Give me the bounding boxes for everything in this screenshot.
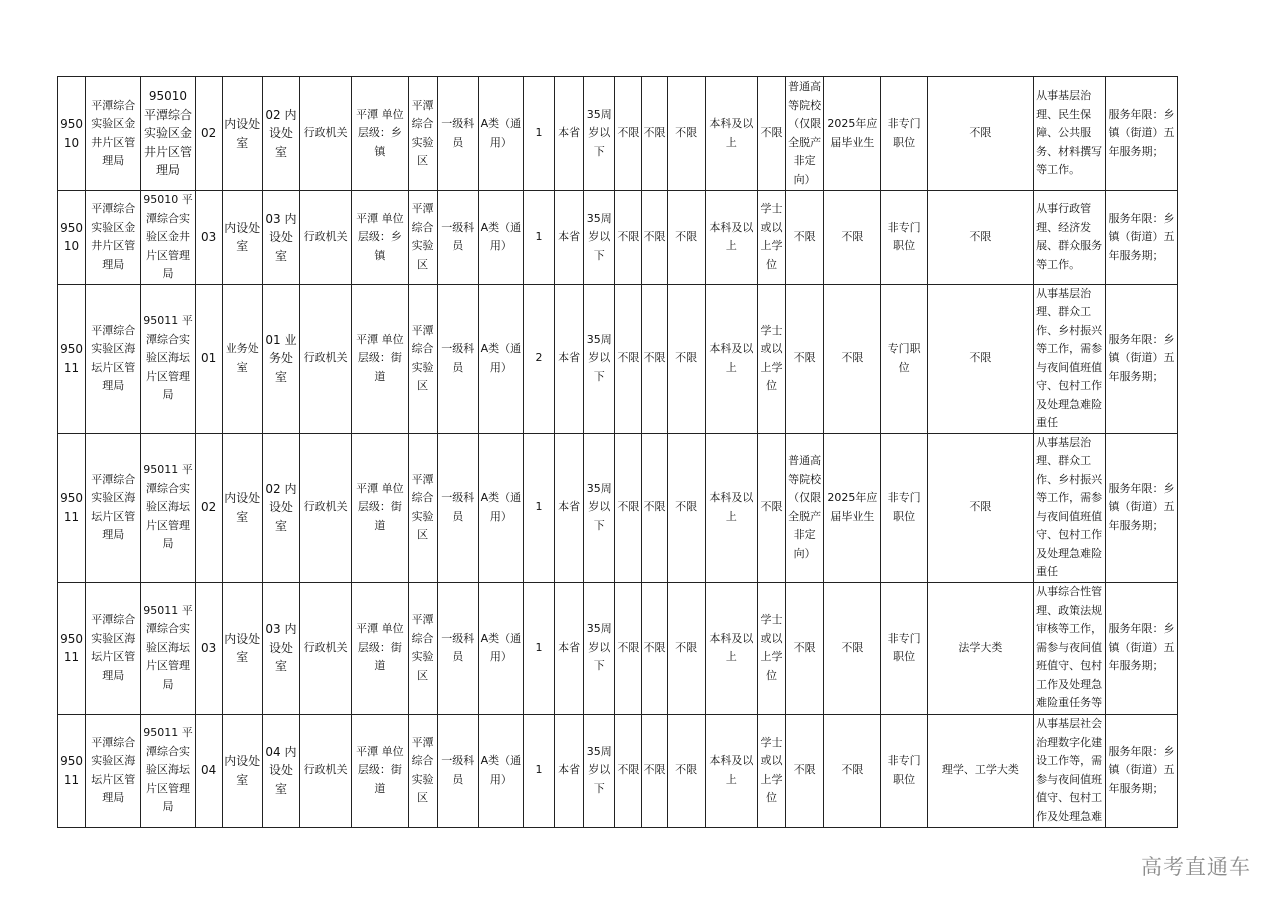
school-type-cell: 不限 — [786, 582, 824, 714]
table-row — [58, 433, 1178, 582]
political-status-cell: 不限 — [667, 582, 705, 714]
degree-cell: 不限 — [757, 433, 785, 582]
major-cell: 不限 — [927, 77, 1033, 191]
household-cell: 本省 — [555, 433, 584, 582]
table-row — [58, 582, 1178, 714]
watermark-text: 高考直通车 — [1141, 855, 1251, 879]
unit-code-cell: 95011 — [58, 582, 86, 714]
major-cell: 不限 — [927, 191, 1033, 285]
table-row — [58, 191, 1178, 285]
exam-category-cell: A类（通用） — [478, 191, 523, 285]
office-cell: 业务处室 — [222, 284, 262, 433]
unit-type-cell: 行政机关 — [300, 433, 352, 582]
degree-cell: 学士或以上学位 — [757, 284, 785, 433]
school-type-cell: 不限 — [786, 284, 824, 433]
household-cell: 本省 — [555, 191, 584, 285]
age-cell: 35周岁以下 — [584, 433, 615, 582]
major-cell: 不限 — [927, 433, 1033, 582]
education-cell: 本科及以上 — [705, 77, 757, 191]
graduate-cell: 2025年应届毕业生 — [824, 77, 881, 191]
education-cell: 本科及以上 — [705, 284, 757, 433]
political-status-cell: 不限 — [667, 433, 705, 582]
major-cell: 理学、工学大类 — [927, 714, 1033, 827]
region-cell: 平潭综合实验区 — [408, 284, 437, 433]
school-type-cell: 不限 — [786, 714, 824, 827]
age-cell: 35周岁以下 — [584, 191, 615, 285]
region-cell: 平潭综合实验区 — [408, 191, 437, 285]
position-code-cell: 02 — [195, 433, 222, 582]
recruit-count-cell: 1 — [523, 433, 554, 582]
education-cell: 本科及以上 — [705, 433, 757, 582]
unit-name-cell: 平潭综合实验区海坛片区管理局 — [86, 433, 141, 582]
unit-name-cell: 平潭综合实验区海坛片区管理局 — [86, 284, 141, 433]
duty-cell: 从事综合性管理、政策法规审核等工作，需参与夜间值班值守、包村工作及处理急难险重任务等 — [1034, 582, 1106, 714]
major-cell: 法学大类 — [927, 582, 1033, 714]
school-type-cell: 普通高等院校（仅限全脱产非定向） — [786, 77, 824, 191]
household-cell: 本省 — [555, 582, 584, 714]
major-cell: 不限 — [927, 284, 1033, 433]
exam-category-cell: A类（通用） — [478, 582, 523, 714]
rank-cell: 一级科员 — [437, 77, 478, 191]
unit-name-cell: 平潭综合实验区金井片区管理局 — [86, 191, 141, 285]
post-type-cell: 非专门职位 — [881, 714, 927, 827]
unit-type-cell: 行政机关 — [300, 284, 352, 433]
household-cell: 本省 — [555, 284, 584, 433]
gender-cell: 不限 — [615, 714, 642, 827]
department-cell: 95011 平潭综合实验区海坛片区管理局 — [141, 284, 195, 433]
rank-cell: 一级科员 — [437, 191, 478, 285]
gender-cell: 不限 — [615, 77, 642, 191]
post-type-cell: 专门职位 — [881, 284, 927, 433]
recruit-count-cell: 1 — [523, 714, 554, 827]
political-status-cell: 不限 — [667, 77, 705, 191]
unit-type-cell: 行政机关 — [300, 191, 352, 285]
position-name-cell: 01 业务处室 — [262, 284, 299, 433]
exam-category-cell: A类（通用） — [478, 284, 523, 433]
recruit-count-cell: 2 — [523, 284, 554, 433]
department-cell: 95010 平潭综合实验区金井片区管理局 — [141, 191, 195, 285]
unit-level-cell: 平潭 单位层级：街道 — [352, 714, 408, 827]
position-code-cell: 04 — [195, 714, 222, 827]
department-cell: 95011 平潭综合实验区海坛片区管理局 — [141, 582, 195, 714]
unit-type-cell: 行政机关 — [300, 582, 352, 714]
age-cell: 35周岁以下 — [584, 582, 615, 714]
region-cell: 平潭综合实验区 — [408, 77, 437, 191]
position-code-cell: 03 — [195, 191, 222, 285]
political-status-cell: 不限 — [667, 191, 705, 285]
unit-name-cell: 平潭综合实验区海坛片区管理局 — [86, 714, 141, 827]
office-cell: 内设处室 — [222, 582, 262, 714]
degree-cell: 学士或以上学位 — [757, 191, 785, 285]
position-name-cell: 03 内设处室 — [262, 191, 299, 285]
department-cell: 95010 平潭综合实验区金井片区管理局 — [141, 77, 195, 191]
school-type-cell: 普通高等院校（仅限全脱产非定向） — [786, 433, 824, 582]
service-cell: 服务年限：乡镇（街道）五年服务期； — [1106, 714, 1178, 827]
ethnicity-cell: 不限 — [642, 582, 667, 714]
recruit-count-cell: 1 — [523, 582, 554, 714]
degree-cell: 不限 — [757, 77, 785, 191]
job-positions-table — [57, 76, 1178, 828]
gender-cell: 不限 — [615, 433, 642, 582]
ethnicity-cell: 不限 — [642, 433, 667, 582]
unit-code-cell: 95011 — [58, 284, 86, 433]
position-name-cell: 04 内设处室 — [262, 714, 299, 827]
graduate-cell: 不限 — [824, 582, 881, 714]
graduate-cell: 不限 — [824, 284, 881, 433]
household-cell: 本省 — [555, 714, 584, 827]
degree-cell: 学士或以上学位 — [757, 582, 785, 714]
service-cell: 服务年限：乡镇（街道）五年服务期； — [1106, 77, 1178, 191]
gender-cell: 不限 — [615, 582, 642, 714]
exam-category-cell: A类（通用） — [478, 433, 523, 582]
graduate-cell: 2025年应届毕业生 — [824, 433, 881, 582]
ethnicity-cell: 不限 — [642, 77, 667, 191]
department-cell: 95011 平潭综合实验区海坛片区管理局 — [141, 433, 195, 582]
table-row — [58, 714, 1178, 827]
office-cell: 内设处室 — [222, 433, 262, 582]
unit-name-cell: 平潭综合实验区海坛片区管理局 — [86, 582, 141, 714]
school-type-cell: 不限 — [786, 191, 824, 285]
education-cell: 本科及以上 — [705, 582, 757, 714]
position-name-cell: 03 内设处室 — [262, 582, 299, 714]
political-status-cell: 不限 — [667, 284, 705, 433]
degree-cell: 学士或以上学位 — [757, 714, 785, 827]
age-cell: 35周岁以下 — [584, 284, 615, 433]
rank-cell: 一级科员 — [437, 433, 478, 582]
post-type-cell: 非专门职位 — [881, 433, 927, 582]
position-code-cell: 01 — [195, 284, 222, 433]
duty-cell: 从事基层社会治理数字化建设工作等，需参与夜间值班值守、包村工作及处理急难 — [1034, 714, 1106, 827]
rank-cell: 一级科员 — [437, 582, 478, 714]
unit-code-cell: 95011 — [58, 714, 86, 827]
ethnicity-cell: 不限 — [642, 284, 667, 433]
position-name-cell: 02 内设处室 — [262, 77, 299, 191]
duty-cell: 从事行政管理、经济发展、群众服务等工作。 — [1034, 191, 1106, 285]
region-cell: 平潭综合实验区 — [408, 582, 437, 714]
graduate-cell: 不限 — [824, 714, 881, 827]
age-cell: 35周岁以下 — [584, 714, 615, 827]
duty-cell: 从事基层治理、群众工作、乡村振兴等工作，需参与夜间值班值守、包村工作及处理急难险重任 — [1034, 284, 1106, 433]
office-cell: 内设处室 — [222, 191, 262, 285]
service-cell: 服务年限：乡镇（街道）五年服务期； — [1106, 582, 1178, 714]
exam-category-cell: A类（通用） — [478, 714, 523, 827]
position-code-cell: 03 — [195, 582, 222, 714]
unit-level-cell: 平潭 单位层级：乡镇 — [352, 191, 408, 285]
region-cell: 平潭综合实验区 — [408, 433, 437, 582]
gender-cell: 不限 — [615, 191, 642, 285]
unit-code-cell: 95010 — [58, 191, 86, 285]
post-type-cell: 非专门职位 — [881, 77, 927, 191]
age-cell: 35周岁以下 — [584, 77, 615, 191]
recruit-count-cell: 1 — [523, 191, 554, 285]
household-cell: 本省 — [555, 77, 584, 191]
office-cell: 内设处室 — [222, 77, 262, 191]
rank-cell: 一级科员 — [437, 284, 478, 433]
region-cell: 平潭综合实验区 — [408, 714, 437, 827]
recruit-count-cell: 1 — [523, 77, 554, 191]
ethnicity-cell: 不限 — [642, 714, 667, 827]
unit-name-cell: 平潭综合实验区金井片区管理局 — [86, 77, 141, 191]
duty-cell: 从事基层治理、民生保障、公共服务、材料撰写等工作。 — [1034, 77, 1106, 191]
unit-level-cell: 平潭 单位层级：乡镇 — [352, 77, 408, 191]
service-cell: 服务年限：乡镇（街道）五年服务期； — [1106, 191, 1178, 285]
exam-category-cell: A类（通用） — [478, 77, 523, 191]
table-row — [58, 77, 1178, 191]
unit-level-cell: 平潭 单位层级：街道 — [352, 582, 408, 714]
ethnicity-cell: 不限 — [642, 191, 667, 285]
duty-cell: 从事基层治理、群众工作、乡村振兴等工作，需参与夜间值班值守、包村工作及处理急难险重任 — [1034, 433, 1106, 582]
unit-type-cell: 行政机关 — [300, 77, 352, 191]
political-status-cell: 不限 — [667, 714, 705, 827]
table-row — [58, 284, 1178, 433]
education-cell: 本科及以上 — [705, 191, 757, 285]
post-type-cell: 非专门职位 — [881, 582, 927, 714]
post-type-cell: 非专门职位 — [881, 191, 927, 285]
position-code-cell: 02 — [195, 77, 222, 191]
rank-cell: 一级科员 — [437, 714, 478, 827]
office-cell: 内设处室 — [222, 714, 262, 827]
department-cell: 95011 平潭综合实验区海坛片区管理局 — [141, 714, 195, 827]
unit-code-cell: 95010 — [58, 77, 86, 191]
service-cell: 服务年限：乡镇（街道）五年服务期； — [1106, 433, 1178, 582]
position-name-cell: 02 内设处室 — [262, 433, 299, 582]
unit-level-cell: 平潭 单位层级：街道 — [352, 433, 408, 582]
unit-code-cell: 95011 — [58, 433, 86, 582]
gender-cell: 不限 — [615, 284, 642, 433]
education-cell: 本科及以上 — [705, 714, 757, 827]
graduate-cell: 不限 — [824, 191, 881, 285]
unit-type-cell: 行政机关 — [300, 714, 352, 827]
unit-level-cell: 平潭 单位层级：街道 — [352, 284, 408, 433]
service-cell: 服务年限：乡镇（街道）五年服务期； — [1106, 284, 1178, 433]
